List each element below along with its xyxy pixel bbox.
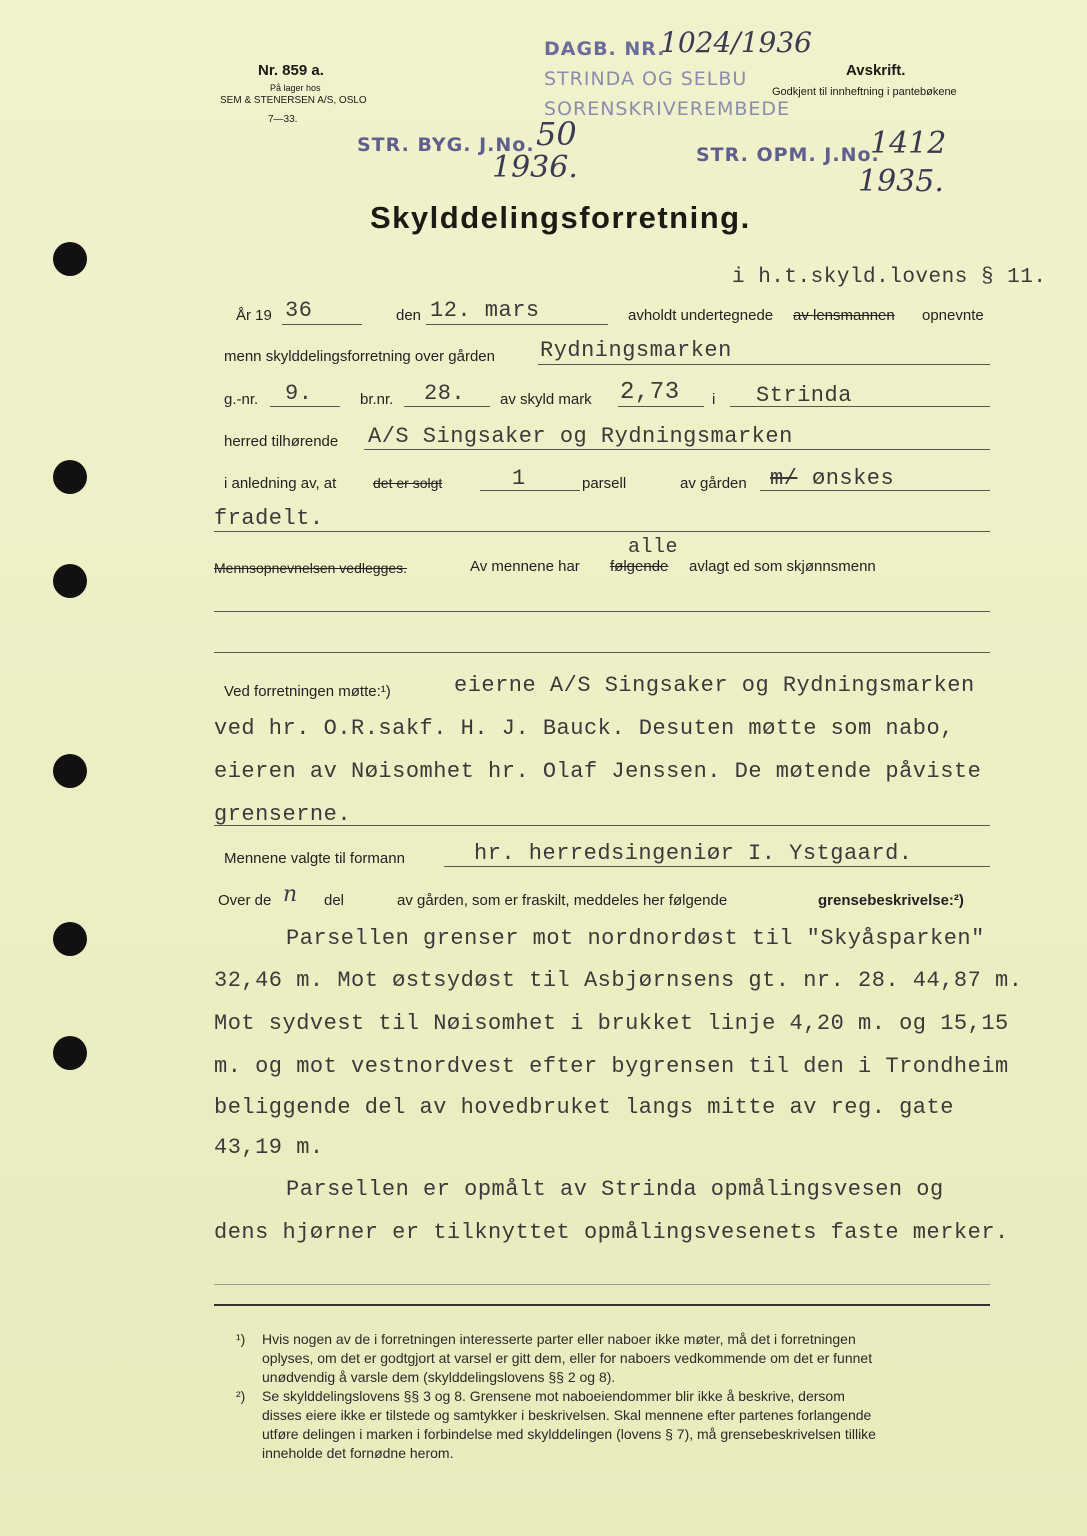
label-herred: herred tilhørende <box>224 433 339 450</box>
field-bnr: 28. <box>424 381 466 406</box>
label-formann: Mennene valgte til formann <box>224 850 405 867</box>
field-count: 1 <box>512 466 526 491</box>
binder-hole <box>53 460 87 494</box>
opm-year: 1935. <box>858 164 944 199</box>
binder-hole <box>53 564 87 598</box>
label-skylddeling: menn skylddelingsforretning over gården <box>224 348 495 365</box>
publisher-name: SEM & STENERSEN A/S, OSLO <box>220 95 367 106</box>
struck-m: m/ <box>770 466 798 491</box>
label-motte: Ved forretningen møtte:¹) <box>224 683 391 700</box>
label-anledning: i anledning av, at <box>224 475 337 492</box>
field-year: 36 <box>285 298 313 323</box>
struck-folgende: følgende <box>610 558 669 575</box>
field-formann: hr. herredsingeniør I. Ystgaard. <box>474 841 913 866</box>
footnote-1-line: oplyses, om det er godtgjort at varsel er gitt dem, eller for naboers vedkommende om det er funnet <box>262 1350 873 1366</box>
desc-line-4: m. og mot vestnordvest efter bygrensen til den i Trondheim <box>214 1054 1009 1079</box>
label-av-mennene: Av mennene har <box>470 558 580 575</box>
binder-hole <box>53 922 87 956</box>
met-line-2: ved hr. O.R.sakf. H. J. Bauck. Desuten møtte som nabo, <box>214 716 954 741</box>
field-farm: Rydningsmarken <box>540 338 732 363</box>
label-del: del <box>324 892 345 909</box>
footnote-1-line: Hvis nogen av de i forretningen interesserte parter eller naboer ikke møter, må det i forretningen <box>262 1331 856 1347</box>
label-brnr: br.nr. <box>360 391 394 408</box>
footnote-2-line: inneholde det fornødne herom. <box>262 1445 454 1461</box>
avskrift-sub: Godkjent til innheftning i pantebøkene <box>772 86 957 98</box>
binder-hole <box>53 754 87 788</box>
met-line-1: eierne A/S Singsaker og Rydningsmarken <box>454 673 975 698</box>
label-opnevnte: opnevnte <box>922 307 984 324</box>
dagb-number: 1024/1936 <box>660 26 812 59</box>
desc-line-1: Parsellen grenser mot nordnordøst til "Skyåsparken" <box>286 926 985 951</box>
label-av-garden-fraskilt: av gården, som er fraskilt, meddeles her følgende <box>397 892 728 909</box>
label-i: i <box>712 391 716 408</box>
publisher-line: På lager hos <box>270 83 321 93</box>
field-onskes: ønskes <box>812 466 895 491</box>
label-den: den <box>396 307 422 324</box>
field-fradelt: fradelt. <box>214 506 324 531</box>
insert-alle: alle <box>628 536 679 559</box>
label-over-de: Over de <box>218 892 272 909</box>
label-avlagt-ed: avlagt ed som skjønnsmenn <box>689 558 876 575</box>
field-gnr: 9. <box>285 381 313 406</box>
label-year: År 19 <box>236 307 272 324</box>
footnote-2-line: Se skylddelingslovens §§ 3 og 8. Grensene mot naboeiendommer blir ikke å beskrive, dersom <box>262 1388 845 1404</box>
field-skyld: 2,73 <box>620 379 680 406</box>
form-number: Nr. 859 a. <box>258 62 324 79</box>
print-date: 7—33. <box>268 114 298 125</box>
office-stamp: STRINDA OG SELBU <box>544 68 748 90</box>
opm-stamp: STR. OPM. J.No. <box>696 144 880 166</box>
desc-line-2: 32,46 m. Mot østsydøst til Asbjørnsens gt. nr. 28. 44,87 m. <box>214 968 1023 993</box>
label-gnr: g.-nr. <box>224 391 259 408</box>
desc-line-6: 43,19 m. <box>214 1135 324 1160</box>
met-line-4: grenserne. <box>214 802 352 827</box>
binder-hole <box>53 242 87 276</box>
law-reference: i h.t.skyld.lovens § 11. <box>732 266 1047 289</box>
label-grensebeskrivelse: grensebeskrivelse:²) <box>818 892 964 909</box>
label-av-garden: av gården <box>680 475 747 492</box>
opm-number: 1412 <box>870 126 947 161</box>
struck-solgt: det er solgt <box>373 475 443 491</box>
struck-mennsopnevnelsen: Mennsopnevnelsen vedlegges. <box>214 560 408 576</box>
field-date: 12. mars <box>430 298 540 323</box>
avskrift-title: Avskrift. <box>846 62 906 79</box>
label-parsell: parsell <box>582 475 627 492</box>
page-title: Skylddelingsforretning. <box>370 200 751 235</box>
footnote-1-mark: ¹) <box>236 1331 246 1347</box>
desc-line-5: beliggende del av hovedbruket langs mitte av reg. gate <box>214 1095 954 1120</box>
footnote-1-line: unødvendig å varsle dem (skylddelingslovens §§ 2 og 8). <box>262 1369 616 1385</box>
footnote-2-line: utføre delingen i marken i forbindelse med skylddelingen (lovens § 7), må grensebeskrivelsen tillike <box>262 1426 876 1442</box>
office-stamp-line2: SORENSKRIVEREMBEDE <box>544 98 791 120</box>
met-line-3: eieren av Nøisomhet hr. Olaf Jenssen. De møtende påviste <box>214 759 982 784</box>
struck-lensmannen: av lensmannen <box>793 307 895 324</box>
footnote-2-line: disses eiere ikke er tilstede og samtykker i beskrivelsen. Skal mennene efter partenes forlangende <box>262 1407 872 1423</box>
desc-line-8: dens hjørner er tilknyttet opmålingsvesenets faste merker. <box>214 1220 1009 1245</box>
desc-line-7: Parsellen er opmålt av Strinda opmålingsvesen og <box>286 1177 944 1202</box>
label-avholdt: avholdt undertegnede <box>628 307 774 324</box>
byg-number: 50 <box>536 115 577 153</box>
desc-line-3: Mot sydvest til Nøisomhet i brukket linje 4,20 m. og 15,15 <box>214 1011 1009 1036</box>
byg-stamp: STR. BYG. J.No. <box>357 134 535 156</box>
field-place: Strinda <box>756 383 852 408</box>
field-n: n <box>283 882 298 907</box>
field-owner: A/S Singsaker og Rydningsmarken <box>368 424 793 449</box>
byg-year: 1936. <box>492 150 578 185</box>
dagb-stamp: DAGB. NR. <box>544 38 666 60</box>
footnote-2-mark: ²) <box>236 1388 246 1404</box>
binder-hole <box>53 1036 87 1070</box>
label-skyld: av skyld mark <box>500 391 592 408</box>
